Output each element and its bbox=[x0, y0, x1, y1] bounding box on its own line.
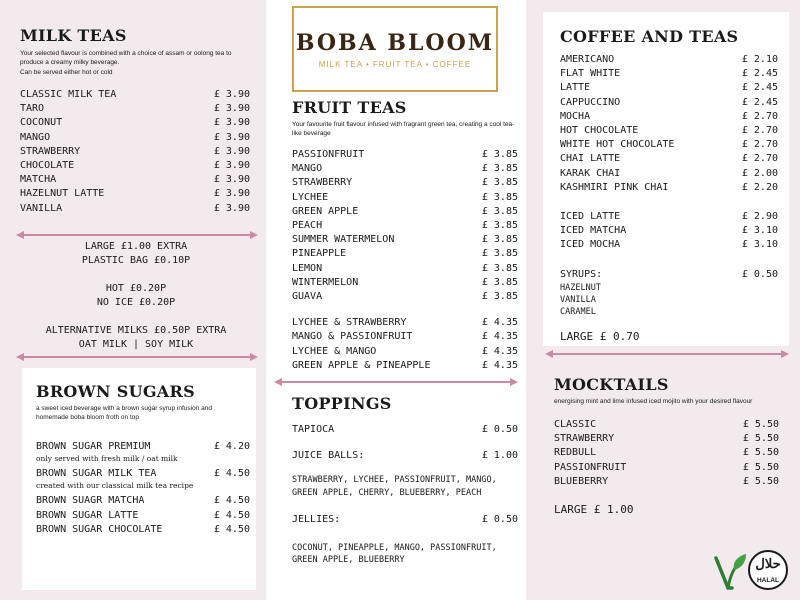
fruit-combo-item bbox=[292, 359, 518, 373]
milk-tea-item bbox=[20, 173, 250, 187]
item-name: BROWN SUGAR LATTE bbox=[36, 509, 139, 521]
topping-juice-balls bbox=[292, 449, 518, 463]
item-name: CHAI LATTE bbox=[560, 153, 621, 165]
fruit-combo-item bbox=[292, 330, 518, 344]
syrup-vanilla: VANILLA bbox=[560, 295, 596, 306]
milk-teas-description: Your selected flavour is combined with a choice of assam or oolong tea to produce a creamy milky beverage. bbox=[20, 50, 232, 66]
coffee-teas-list bbox=[560, 53, 778, 195]
topping-price: £ 0.50 bbox=[481, 424, 518, 435]
item-price: £ 4.35 bbox=[481, 331, 518, 343]
mocktails-title: MOCKTAILS bbox=[554, 375, 669, 394]
mocktails-list bbox=[554, 418, 779, 489]
item-name: BROWN SUGAR PREMIUM bbox=[36, 441, 151, 452]
toppings-section bbox=[292, 394, 518, 567]
divider-left-1 bbox=[16, 231, 258, 239]
fruit-teas-combos bbox=[292, 316, 518, 373]
item-name: SUMMER WATERMELON bbox=[292, 234, 395, 246]
item-name: CHOCOLATE bbox=[20, 160, 75, 172]
item-name: BROWN SUAGR MATCHA bbox=[36, 495, 145, 507]
item-name: GREEN APPLE bbox=[292, 205, 359, 217]
brand-tagline: MILK TEA • FRUIT TEA • COFFEE bbox=[318, 60, 472, 69]
item-name: LEMON bbox=[292, 262, 323, 274]
item-name: LATTE bbox=[560, 82, 591, 94]
fruit-tea-item bbox=[292, 205, 518, 219]
item-price: £ 5.50 bbox=[742, 475, 779, 487]
item-note: created with our classical milk tea recipe bbox=[36, 481, 194, 491]
item-name: PASSIONFRUIT bbox=[554, 461, 627, 473]
item-price: £ 2.45 bbox=[741, 68, 778, 80]
fruit-tea-item bbox=[292, 247, 518, 261]
item-name: STRAWBERRY bbox=[554, 433, 615, 445]
mocktail-item bbox=[554, 432, 779, 446]
divider-right bbox=[545, 350, 789, 358]
item-price: £ 4.50 bbox=[213, 523, 250, 535]
item-name: LYCHEE & STRAWBERRY bbox=[292, 317, 407, 329]
topping-name: JUICE BALLS: bbox=[292, 450, 365, 462]
fruit-teas-list bbox=[292, 148, 518, 304]
item-price: £ 2.45 bbox=[741, 96, 778, 108]
mocktails-section bbox=[554, 375, 779, 516]
syrup-hazelnut: HAZELNUT bbox=[560, 283, 601, 294]
milk-tea-item bbox=[20, 102, 250, 116]
coffee-teas-title: COFFEE AND TEAS bbox=[560, 27, 739, 46]
syrups-row bbox=[560, 268, 778, 282]
extra-large: LARGE £1.00 EXTRA bbox=[84, 241, 188, 252]
coffee-item bbox=[560, 152, 778, 166]
milk-tea-item bbox=[20, 145, 250, 159]
extra-milk-options: OAT MILK | SOY MILK bbox=[78, 339, 194, 350]
halal-arabic-glyph: حلال bbox=[755, 557, 781, 572]
item-name: WHITE HOT CHOCOLATE bbox=[560, 139, 675, 151]
item-price: £ 2.90 bbox=[741, 211, 778, 222]
item-price: £ 3.85 bbox=[481, 262, 518, 274]
item-price: £ 3.85 bbox=[481, 205, 518, 217]
item-name: BROWN SUGAR MILK TEA bbox=[36, 468, 157, 480]
item-price: £ 3.85 bbox=[481, 220, 518, 232]
item-price: £ 2.70 bbox=[741, 153, 778, 165]
milk-tea-item bbox=[20, 187, 250, 201]
item-name: GUAVA bbox=[292, 291, 323, 303]
item-price: £ 4.50 bbox=[213, 468, 250, 480]
brown-sugar-item bbox=[36, 523, 250, 537]
item-price: £ 4.35 bbox=[481, 359, 518, 371]
item-price: £ 2.20 bbox=[741, 181, 778, 193]
item-name: MOCHA bbox=[560, 110, 591, 122]
fruit-teas-section bbox=[292, 98, 518, 373]
brown-sugar-item bbox=[36, 494, 250, 508]
item-note: only served with fresh milk / oat milk bbox=[36, 454, 178, 464]
item-price: £ 3.85 bbox=[481, 234, 518, 246]
topping-jellies bbox=[292, 513, 518, 527]
milk-tea-item bbox=[20, 202, 250, 216]
milk-tea-item bbox=[20, 159, 250, 173]
coffee-item bbox=[560, 110, 778, 124]
fruit-tea-item bbox=[292, 290, 518, 304]
item-price: £ 3.90 bbox=[213, 131, 250, 143]
extra-alt-milks: ALTERNATIVE MILKS £0.50P EXTRA bbox=[45, 325, 227, 336]
item-price: £ 2.10 bbox=[741, 54, 778, 65]
item-name: STRAWBERRY bbox=[20, 145, 81, 157]
coffee-item bbox=[560, 181, 778, 195]
iced-drink-item bbox=[560, 238, 778, 252]
item-name: REDBULL bbox=[554, 447, 597, 459]
item-price: £ 4.35 bbox=[481, 317, 518, 329]
mocktail-item bbox=[554, 418, 779, 432]
coffee-item bbox=[560, 138, 778, 152]
fruit-tea-item bbox=[292, 276, 518, 290]
item-name: BROWN SUGAR CHOCOLATE bbox=[36, 523, 163, 535]
item-price: £ 3.10 bbox=[741, 225, 778, 237]
milk-tea-item bbox=[20, 116, 250, 130]
fruit-tea-item bbox=[292, 191, 518, 205]
mocktails-description: energising mint and lime infused iced mojito with your desired flavour bbox=[554, 398, 753, 405]
milk-teas-title: MILK TEAS bbox=[20, 26, 127, 45]
item-name: LYCHEE bbox=[292, 191, 329, 203]
item-price: £ 3.90 bbox=[213, 174, 250, 186]
item-price: £ 3.85 bbox=[481, 248, 518, 260]
item-price: £ 3.90 bbox=[213, 145, 250, 157]
item-price: £ 5.50 bbox=[742, 419, 779, 430]
item-price: £ 4.50 bbox=[213, 495, 250, 507]
item-price: £ 4.20 bbox=[213, 441, 250, 452]
mocktail-item bbox=[554, 461, 779, 475]
halal-label: HALAL bbox=[756, 577, 780, 584]
item-price: £ 5.50 bbox=[742, 447, 779, 459]
fruit-tea-item bbox=[292, 219, 518, 233]
syrup-caramel: CARAMEL bbox=[560, 307, 596, 318]
brand-logo bbox=[292, 6, 498, 92]
item-name: CLASSIC MILK TEA bbox=[20, 89, 117, 100]
topping-price: £ 1.00 bbox=[481, 450, 518, 462]
item-name: AMERICANO bbox=[560, 54, 615, 65]
item-name: BLUEBERRY bbox=[554, 475, 609, 487]
item-price: £ 3.85 bbox=[481, 149, 518, 160]
coffee-item bbox=[560, 96, 778, 110]
item-name: KASHMIRI PINK CHAI bbox=[560, 181, 669, 193]
brand-name: BOBA BLOOM bbox=[295, 30, 495, 56]
milk-teas-serving-note: Can be served either hot or cold bbox=[20, 69, 113, 76]
syrups-label: SYRUPS: bbox=[560, 269, 603, 280]
item-name: PINEAPPLE bbox=[292, 248, 347, 260]
coffee-item bbox=[560, 81, 778, 95]
jellies-flavours: COCONUT, PINEAPPLE, MANGO, PASSIONFRUIT, GREEN APPLE, BLUEBERRY bbox=[292, 542, 497, 566]
item-name: VANILLA bbox=[20, 202, 63, 214]
iced-drinks-list bbox=[560, 210, 778, 253]
item-name: MANGO bbox=[292, 163, 323, 175]
item-price: £ 3.90 bbox=[213, 103, 250, 115]
coffee-large-upcharge: LARGE £ 0.70 bbox=[560, 330, 640, 343]
brown-sugar-item bbox=[36, 467, 250, 481]
fruit-tea-item bbox=[292, 176, 518, 190]
item-price: £ 3.90 bbox=[213, 89, 250, 100]
item-name: HAZELNUT LATTE bbox=[20, 188, 105, 200]
item-price: £ 5.50 bbox=[742, 433, 779, 445]
item-price: £ 3.10 bbox=[741, 239, 778, 251]
fruit-teas-title: FRUIT TEAS bbox=[292, 98, 407, 117]
topping-tapioca bbox=[292, 423, 518, 437]
item-name: ICED MATCHA bbox=[560, 225, 627, 237]
item-price: £ 4.50 bbox=[213, 509, 250, 521]
item-name: COCONUT bbox=[20, 117, 63, 129]
item-name: CLASSIC bbox=[554, 419, 597, 430]
item-price: £ 2.00 bbox=[741, 167, 778, 179]
iced-drink-item bbox=[560, 210, 778, 224]
fruit-teas-description: Your favourite fruit flavour infused with fragrant green tea, creating a cool tea-like beverage bbox=[292, 121, 515, 137]
milk-tea-item bbox=[20, 131, 250, 145]
item-name: STRAWBERRY bbox=[292, 177, 353, 189]
coffee-teas-panel bbox=[543, 12, 789, 346]
fruit-combo-item bbox=[292, 345, 518, 359]
brown-sugars-list bbox=[36, 440, 250, 537]
item-price: £ 2.70 bbox=[741, 125, 778, 137]
milk-teas-list bbox=[20, 88, 250, 216]
extras-block bbox=[14, 240, 258, 352]
mocktail-item bbox=[554, 475, 779, 489]
fruit-tea-item bbox=[292, 262, 518, 276]
item-price: £ 3.90 bbox=[213, 117, 250, 129]
topping-name: TAPIOCA bbox=[292, 424, 335, 435]
brown-sugar-item bbox=[36, 509, 250, 523]
mocktail-item bbox=[554, 446, 779, 460]
brown-sugars-title: BROWN SUGARS bbox=[36, 382, 195, 401]
iced-drink-item bbox=[560, 224, 778, 238]
topping-price: £ 0.50 bbox=[481, 514, 518, 526]
item-price: £ 5.50 bbox=[742, 461, 779, 473]
brown-sugars-description: a sweet iced beverage with a brown sugar syrup infusion and homemade boba bloom froth on top bbox=[36, 405, 212, 421]
coffee-item bbox=[560, 67, 778, 81]
milk-teas-panel bbox=[14, 14, 258, 226]
brown-sugars-panel bbox=[22, 368, 256, 590]
coffee-item bbox=[560, 53, 778, 67]
item-price: £ 2.45 bbox=[741, 82, 778, 94]
item-price: £ 3.85 bbox=[481, 291, 518, 303]
item-price: £ 3.85 bbox=[481, 163, 518, 175]
item-name: MANGO bbox=[20, 131, 51, 143]
item-price: £ 3.90 bbox=[213, 160, 250, 172]
item-name: TARO bbox=[20, 103, 45, 115]
toppings-title: TOPPINGS bbox=[292, 394, 392, 413]
mocktails-large-upcharge: LARGE £ 1.00 bbox=[554, 503, 634, 517]
item-price: £ 3.85 bbox=[481, 177, 518, 189]
item-name: HOT CHOCOLATE bbox=[560, 125, 639, 137]
item-price: £ 3.90 bbox=[213, 202, 250, 214]
coffee-item bbox=[560, 167, 778, 181]
extra-plastic-bag: PLASTIC BAG £0.10P bbox=[81, 255, 191, 266]
juice-balls-flavours: STRAWBERRY, LYCHEE, PASSIONFRUIT, MANGO, GREEN APPLE, CHERRY, BLUEBERRY, PEACH bbox=[292, 475, 497, 498]
item-name: ICED LATTE bbox=[560, 211, 621, 222]
item-price: £ 2.70 bbox=[741, 110, 778, 122]
item-name: PEACH bbox=[292, 220, 323, 232]
item-name: ICED MOCHA bbox=[560, 239, 621, 251]
divider-middle bbox=[274, 378, 518, 386]
item-name: KARAK CHAI bbox=[560, 167, 621, 179]
item-price: £ 4.35 bbox=[481, 345, 518, 357]
divider-left-2 bbox=[16, 353, 258, 361]
item-name: MATCHA bbox=[20, 174, 57, 186]
item-name: FLAT WHITE bbox=[560, 68, 621, 80]
item-price: £ 3.85 bbox=[481, 191, 518, 203]
item-name: GREEN APPLE & PINEAPPLE bbox=[292, 359, 431, 371]
fruit-tea-item bbox=[292, 148, 518, 162]
extra-no-ice: NO ICE £0.20P bbox=[96, 297, 176, 308]
halal-seal-icon bbox=[748, 550, 788, 590]
item-price: £ 3.90 bbox=[213, 188, 250, 200]
fruit-tea-item bbox=[292, 162, 518, 176]
topping-name: JELLIES: bbox=[292, 514, 341, 526]
syrups-block bbox=[560, 268, 778, 318]
extra-hot: HOT £0.20P bbox=[105, 283, 167, 294]
item-name: CAPPUCCINO bbox=[560, 96, 621, 108]
item-name: PASSIONFRUIT bbox=[292, 149, 365, 160]
item-name: MANGO & PASSIONFRUIT bbox=[292, 331, 413, 343]
syrups-price: £ 0.50 bbox=[741, 269, 778, 280]
item-price: £ 2.70 bbox=[741, 139, 778, 151]
fruit-combo-item bbox=[292, 316, 518, 330]
brown-sugar-item bbox=[36, 440, 250, 454]
fruit-tea-item bbox=[292, 233, 518, 247]
item-price: £ 3.85 bbox=[481, 276, 518, 288]
item-name: WINTERMELON bbox=[292, 276, 359, 288]
item-name: LYCHEE & MANGO bbox=[292, 345, 377, 357]
vegan-v-leaf-icon bbox=[712, 552, 748, 592]
coffee-item bbox=[560, 124, 778, 138]
milk-tea-item bbox=[20, 88, 250, 102]
